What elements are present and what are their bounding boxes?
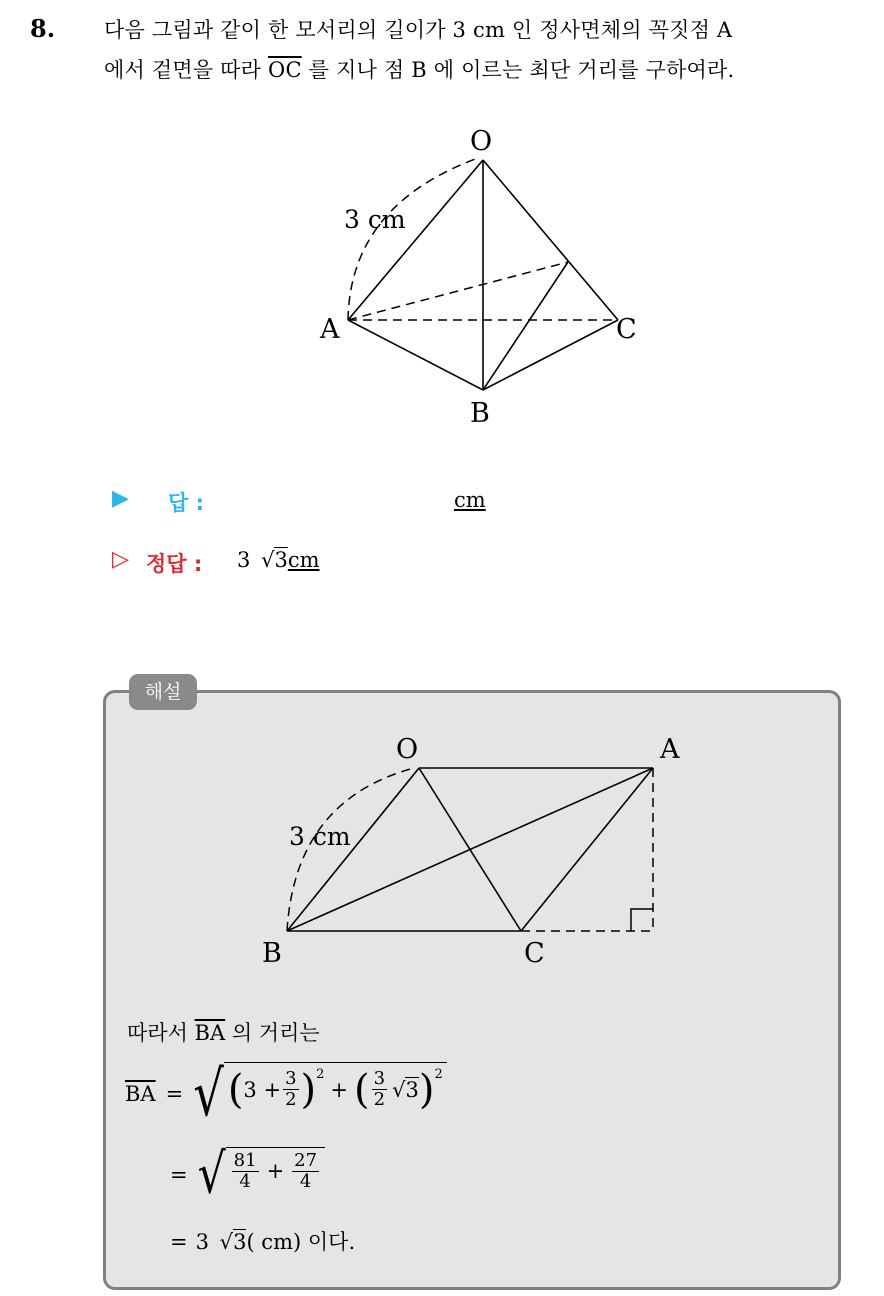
vertex-a-label: A [320,314,340,345]
correct-answer-label: 정답 : [146,552,203,576]
edge-ca [521,768,653,931]
equation-line-3: = 3 √3( cm) 이다. [170,1230,356,1254]
equation-line-2: = √ $\frac{81}{4}$ + $\frac{27}{4}$ [170,1143,325,1207]
segment-oc: $\overline{OC}$ [268,58,302,82]
answer-unit: cm [454,488,486,512]
net-vertex-b-label: B [262,938,282,969]
answer-label: 답 : [168,491,204,515]
vertex-c-label: C [616,314,637,345]
right-angle-mark [631,909,653,931]
question-number: 8. [30,14,56,43]
vertex-o-label: O [470,126,493,157]
question-line-1: 다음 그림과 같이 한 모서리의 길이가 3 cm 인 정사면체의 꼭짓점 A [104,18,733,42]
solution-intro: 따라서 $\overline{BA}$ 의 거리는 [127,1021,320,1045]
question-line-2 [104,54,734,84]
net-figure [250,730,700,970]
edge-ab [348,320,483,390]
vertex-b-label: B [470,398,490,429]
net-vertex-c-label: C [524,938,545,969]
net-vertex-a-label: A [660,734,680,765]
edge-oc [483,160,618,320]
answer-marker-icon: ▶ [112,486,129,511]
question-line-2-start: 에서 겉면을 따라 [104,58,262,82]
tetrahedron-figure [300,115,660,435]
edge-bc [483,320,618,390]
correct-answer-value: 3 √3cm [237,548,320,572]
net-edge-length-label: 3 cm [289,822,351,851]
net-vertex-o-label: O [396,734,419,765]
correct-marker-icon: ▷ [112,547,129,572]
equation-line-1: $\overline{BA}$ = √ ( 3 + $\frac{3}{2}$ ) $^2$ + ( $\frac{3}{2}$ √ 3 ) $^2$ [125,1062,447,1126]
solution-tab: 해설 [129,674,197,710]
question-line-2-end: 를 지나 점 B 에 이르는 최단 거리를 구하여라. [308,58,735,82]
edge-length-label: 3 cm [344,205,406,234]
